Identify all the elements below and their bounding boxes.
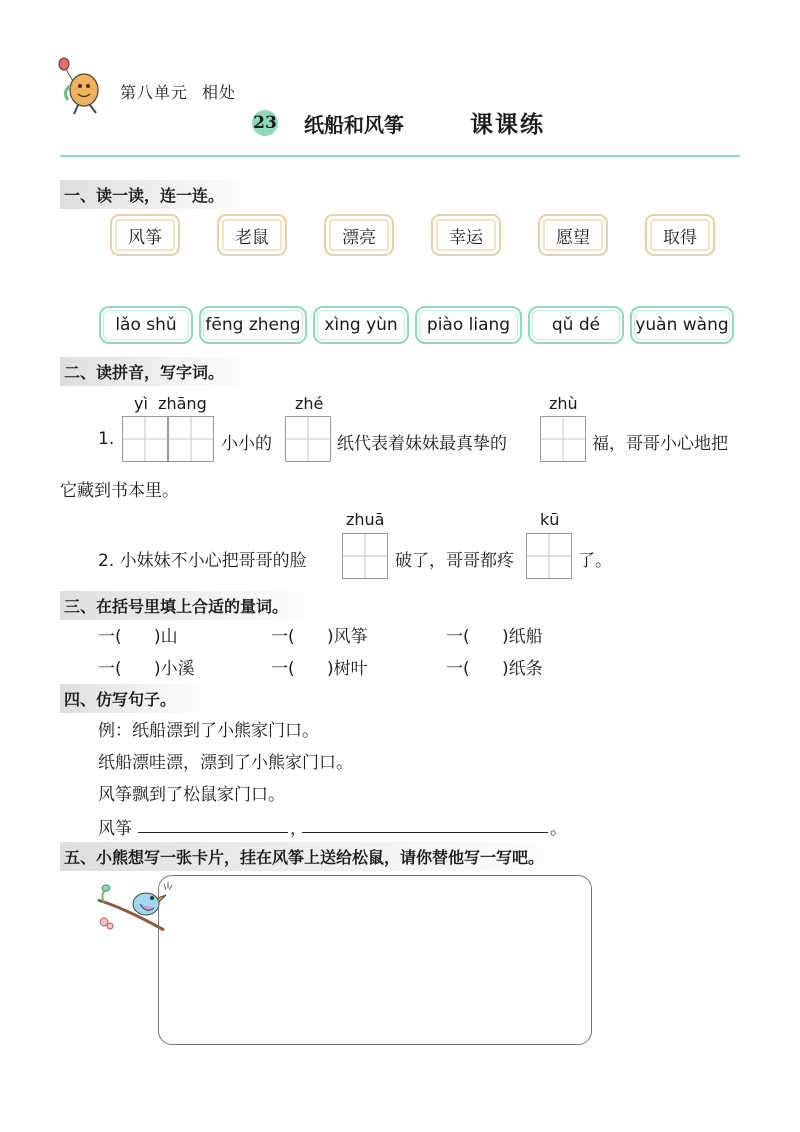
section5-title: 五、小熊想写一张卡片，挂在风筝上送给松鼠，请你替他写一写吧。 — [60, 842, 574, 871]
word-card[interactable]: 老鼠 — [217, 214, 287, 256]
exercise-type: 课课练 — [470, 112, 545, 138]
pinyin-zhua: zhuā — [346, 510, 385, 529]
fill-period: 。 — [550, 819, 567, 839]
word-card[interactable]: 风筝 — [110, 214, 180, 256]
fill-comma: ， — [290, 819, 307, 839]
measure-word-item[interactable]: 一( )风筝 — [271, 627, 368, 647]
unit-label: 第八单元 — [120, 83, 189, 102]
pinyin-card[interactable]: xìng yùn — [313, 306, 409, 344]
writing-grid[interactable] — [540, 416, 586, 462]
unit-heading — [120, 80, 236, 103]
pinyin-card[interactable]: yuàn wàng — [630, 306, 734, 344]
q1-number: 1. — [98, 429, 115, 449]
word-card[interactable]: 取得 — [645, 214, 715, 256]
q2-text-2: 破了，哥哥都疼 — [395, 551, 514, 571]
unit-topic: 相处 — [202, 83, 237, 102]
measure-word-item[interactable]: 一( )纸船 — [446, 627, 543, 647]
writing-grid[interactable] — [526, 533, 572, 579]
writing-grid[interactable] — [342, 533, 388, 579]
measure-word-item[interactable]: 一( )树叶 — [271, 659, 368, 679]
q2-text-3: 了。 — [578, 551, 612, 571]
fill-prefix: 风筝 — [98, 819, 132, 839]
writing-grid[interactable] — [285, 416, 331, 462]
pinyin-zhu: zhù — [549, 394, 578, 413]
word-card[interactable]: 愿望 — [538, 214, 608, 256]
q1-text-3: 福，哥哥小心地把 — [592, 434, 728, 454]
q2-text-1: 2. 小妹妹不小心把哥哥的脸 — [98, 551, 307, 571]
mascot-illustration — [56, 56, 106, 116]
pinyin-card[interactable]: qǔ dé — [528, 306, 624, 344]
card-writing-area[interactable] — [158, 875, 592, 1045]
lesson-number-badge: 23 — [252, 110, 278, 136]
pinyin-card[interactable]: piào liang — [415, 306, 522, 344]
pinyin-card[interactable]: lǎo shǔ — [99, 306, 193, 344]
example-sentence: 例：纸船漂到了小熊家门口。 — [98, 721, 319, 741]
pinyin-zhe: zhé — [295, 394, 324, 413]
q1-text-4: 它藏到书本里。 — [60, 481, 179, 501]
section2-title: 二、读拼音，写字词。 — [60, 357, 254, 386]
pinyin-yi-zhang: yì zhāng — [134, 394, 207, 413]
section3-title: 三、在括号里填上合适的量词。 — [60, 591, 318, 620]
header-divider — [60, 155, 740, 157]
measure-word-item[interactable]: 一( )小溪 — [98, 659, 195, 679]
section4-title: 四、仿写句子。 — [60, 684, 206, 713]
q1-text-1: 小小的 — [221, 434, 272, 454]
section1-title: 一、读一读，连一连。 — [60, 180, 254, 209]
word-card[interactable]: 幸运 — [431, 214, 501, 256]
measure-word-item[interactable]: 一( )山 — [98, 627, 178, 647]
pinyin-ku: kū — [540, 510, 560, 529]
q1-text-2: 纸代表着妹妹最真挚的 — [337, 434, 507, 454]
word-card[interactable]: 漂亮 — [324, 214, 394, 256]
lesson-title: 纸船和风筝 — [304, 113, 404, 137]
prompt-sentence: 风筝飘到了松鼠家门口。 — [98, 785, 285, 805]
pinyin-card[interactable]: fēng zheng — [199, 306, 307, 344]
writing-grid[interactable] — [122, 416, 168, 462]
model-sentence: 纸船漂哇漂，漂到了小熊家门口。 — [98, 753, 353, 773]
answer-blank-2[interactable] — [302, 814, 548, 833]
writing-grid[interactable] — [168, 416, 214, 462]
measure-word-item[interactable]: 一( )纸条 — [446, 659, 543, 679]
answer-blank-1[interactable] — [138, 814, 288, 833]
